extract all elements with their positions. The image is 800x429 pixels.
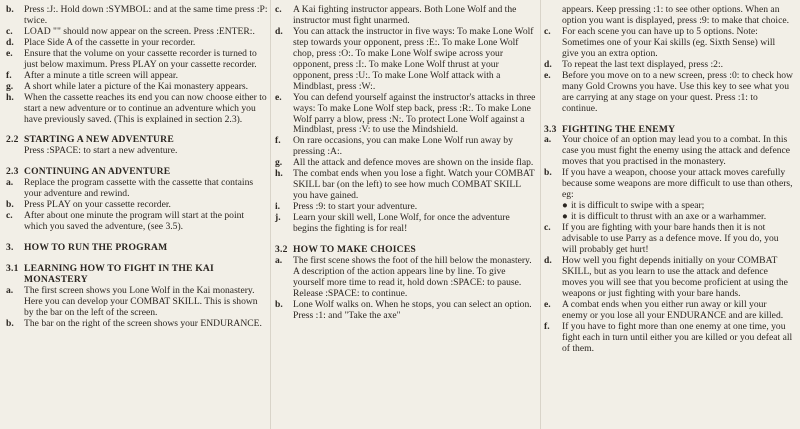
item-text: Place Side A of the cassette in your recorder. [24, 36, 196, 48]
item-text: If you have a weapon, choose your attack moves carefully because some weapons are more difficult to use than others, eg: [562, 167, 793, 201]
item-text: The first screen shows you Lone Wolf in the Kai monastery. Here you can develop your COMBAT SKILL. This is shown by the bar on the left of the screen. [24, 284, 258, 318]
item-marker: d. [6, 36, 14, 48]
item-marker: a. [275, 254, 283, 266]
list-item [275, 169, 537, 202]
item-marker: i. [275, 201, 281, 213]
list-item [6, 178, 268, 200]
loading-steps [6, 5, 268, 125]
item-marker: h. [275, 168, 283, 180]
item-text: After a minute a title screen will appear. [24, 69, 178, 81]
list-item [544, 135, 794, 168]
item-marker: g. [275, 157, 283, 169]
bullet-item: ● it is difficult to swipe with a spear; [562, 200, 705, 212]
list-item [544, 71, 794, 115]
item-marker: c. [275, 4, 282, 15]
item-marker: b. [6, 317, 14, 329]
list-item [275, 136, 537, 158]
list-item [6, 211, 268, 233]
item-text: The bar on the right of the screen shows your ENDURANCE. [24, 317, 262, 329]
list-item [275, 256, 537, 300]
list-item [544, 300, 794, 322]
list-item [275, 300, 537, 322]
section-heading: 3.2 HOW TO MAKE CHOICES [275, 244, 416, 256]
list-item [544, 27, 794, 60]
item-marker: d. [275, 25, 283, 37]
item-text: Press PLAY on your cassette recorder. [24, 199, 171, 211]
item-text: Press :9: to start your adventure. [293, 201, 418, 213]
list-item [275, 27, 537, 93]
list-item [6, 49, 268, 71]
column-right [544, 5, 794, 355]
item-marker: a. [6, 177, 14, 189]
bullet-item: ● it is difficult to thrust with an axe or a warhammer. [562, 211, 767, 223]
item-text: The combat ends when you lose a fight. Watch your COMBAT SKILL bar (on the left) to see how much COMBAT SKILL you have gained. [293, 168, 535, 202]
item-marker: a. [544, 134, 552, 146]
item-text: A Kai fighting instructor appears. Both Lone Wolf and the instructor must fight unarmed. [293, 4, 517, 26]
section-heading: 3.1 LEARNING HOW TO FIGHT IN THE KAI MONASTERY [6, 263, 214, 286]
section-heading: 2.3 CONTINUING AN ADVENTURE [6, 166, 171, 178]
item-text: Lone Wolf walks on. When he stops, you can select an option. Press :1: and "Take the axe" [293, 298, 532, 321]
list-item [275, 93, 537, 137]
item-marker: f. [6, 69, 12, 81]
item-text: LOAD "" should now appear on the screen. Press :ENTER:. [24, 25, 255, 37]
item-text: You can defend yourself against the instructor's attacks in three ways: To make Lone Wolf step back, press :R:. To make Lone Wolf parry a blow, press :N:. To protect Lone Wolf against a Mindblast, press :V: to use the Mindshield. [293, 91, 536, 136]
list-item [6, 319, 268, 330]
list-item [544, 168, 794, 201]
item-marker: b. [6, 4, 14, 15]
item-text: All the attack and defence moves are shown on the inside flap. [293, 157, 534, 169]
list-item [6, 82, 268, 93]
bullet-list [562, 201, 794, 223]
item-text: Ensure that the volume on your cassette recorder is turned to just below maximum. Press PLAY on your cassette recorder. [24, 47, 257, 70]
item-marker: e. [275, 91, 282, 103]
item-marker: b. [544, 167, 552, 179]
item-text: If you have to fight more than one enemy at one time, you fight each in turn until either you are killed or you defeat all of them. [562, 320, 793, 354]
item-text: On rare occasions, you can make Lone Wolf run away by pressing :A:. [293, 135, 513, 158]
item-text: For each scene you can have up to 5 options. Note: Sometimes one of your Kai skills (eg. Sixth Sense) will give you an extra option. [562, 25, 776, 59]
item-text: When the cassette reaches its end you can now choose either to start a new adventure or to continue an adventure which you have previously saved. (This is explained in section 2.3). [24, 91, 267, 125]
item-marker: f. [544, 320, 550, 332]
item-text: How well you fight depends initially on your COMBAT SKILL, but as you learn to use the attack and defence moves you will see that you become proficient at using the weapons or just fighting with your bare hands. [562, 254, 788, 299]
item-text: If you are fighting with your bare hands then it is not advisable to use Parry as a defence move. If you do, you will probably get hurt! [562, 222, 779, 256]
list-item [6, 93, 268, 126]
list-item [275, 5, 537, 27]
item-marker: c. [6, 25, 13, 37]
item-marker: c. [6, 210, 13, 222]
list-item [544, 322, 794, 355]
item-text: Before you move on to a new screen, press :0: to check how many Gold Crowns you have. Use this key to see what you are carrying at any stage on your quest. Press :1: to continue. [562, 69, 793, 114]
list-item [275, 213, 537, 235]
item-text: A short while later a picture of the Kai monastery appears. [24, 80, 249, 92]
column-middle [275, 5, 537, 322]
item-marker: c. [544, 25, 551, 37]
list-item [544, 256, 794, 300]
item-text: Your choice of an option may lead you to a combat. In this case you must fight the enemy using the attack and defence moves that you practised in the monastery. [562, 134, 791, 168]
item-text: Learn your skill well, Lone Wolf, for once the adventure begins the fighting is for real! [293, 212, 510, 235]
section-text: Press :SPACE: to start a new adventure. [24, 145, 178, 157]
item-marker: c. [544, 222, 551, 234]
section-heading: 2.2 STARTING A NEW ADVENTURE [6, 134, 174, 146]
item-marker: g. [6, 80, 14, 92]
item-marker: e. [544, 69, 551, 81]
item-marker: f. [275, 135, 281, 147]
item-marker: d. [544, 58, 552, 70]
item-text: Replace the program cassette with the cassette that contains your adventure and rewind. [24, 177, 254, 200]
item-marker: e. [544, 298, 551, 310]
item-marker: b. [275, 298, 283, 310]
section-heading: 3. HOW TO RUN THE PROGRAM [6, 242, 168, 254]
item-marker: d. [544, 254, 552, 266]
item-text: After about one minute the program will start at the point which you saved the adventure, (see 3.5). [24, 210, 245, 233]
item-marker: j. [275, 212, 281, 224]
item-text: To repeat the last text displayed, press :2:. [562, 58, 724, 70]
item-text: Press :J:. Hold down :SYMBOL: and at the same time press :P: twice. [24, 4, 268, 26]
list-item [6, 5, 268, 27]
item-marker: a. [6, 284, 14, 296]
fold-line [540, 0, 541, 429]
item-text: You can attack the instructor in five ways: To make Lone Wolf step towards your opponent, press :E:. To make Lone Wolf chop, press :O:. To make Lone Wolf swipe across your opponent, press :I:. To make Lone Wolf thrust at your opponent, press :U:. To make Lone Wolf attack with a Mindblast, press :W:. [293, 25, 534, 92]
column-left [6, 5, 268, 330]
item-marker: h. [6, 91, 14, 103]
bullet-dot-icon: ● [562, 211, 568, 223]
bullet-dot-icon: ● [562, 200, 568, 212]
list-item [544, 223, 794, 256]
section-heading: 3.3 FIGHTING THE ENEMY [544, 123, 676, 135]
continued-text: appears. Keep pressing :1: to see other options. When an option you want is displayed, press :9: to make that choice. [562, 4, 790, 26]
fold-line [270, 0, 271, 429]
item-marker: b. [6, 199, 14, 211]
item-marker: e. [6, 47, 13, 59]
item-text: The first scene shows the foot of the hill below the monastery. A description of the action appears line by line. To give yourself more time to read it, hold down :SPACE: to pause. Release :SPACE: to continue. [293, 254, 532, 299]
list-item [6, 286, 268, 319]
item-text: A combat ends when you either run away or kill your enemy or you lose all your ENDURANCE and are killed. [562, 298, 784, 321]
